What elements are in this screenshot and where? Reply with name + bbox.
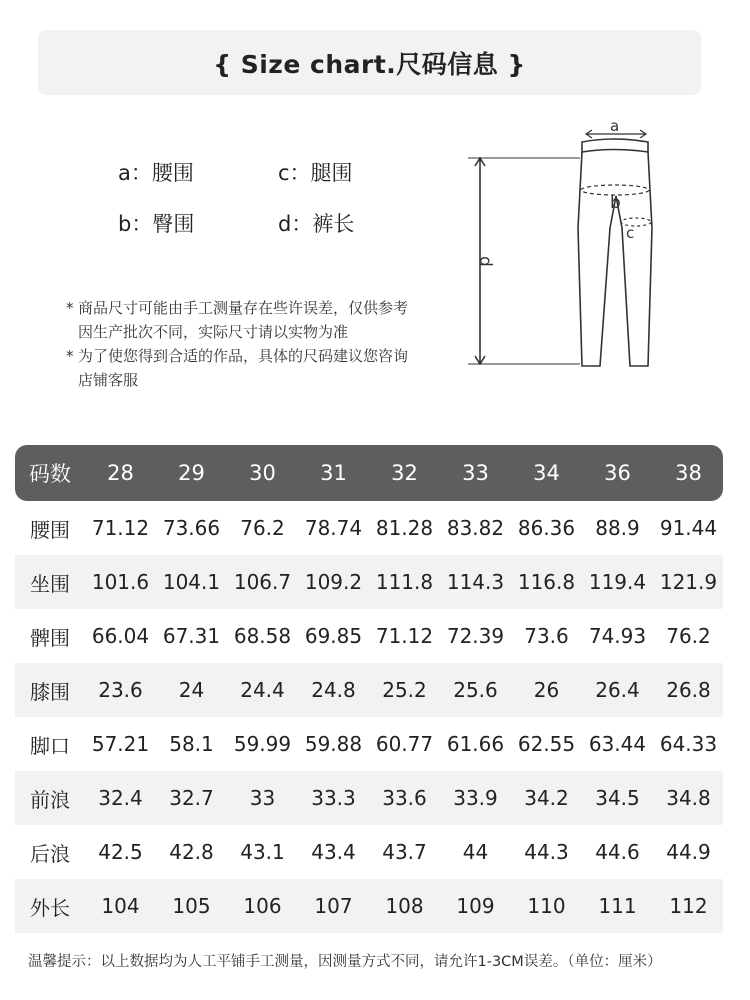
legend-label: 臀围 — [152, 212, 195, 236]
table-cell: 58.1 — [169, 732, 214, 756]
table-cell: 71.12 — [375, 624, 434, 648]
table-cell: 71.12 — [91, 516, 150, 540]
legend-label: 腰围 — [151, 161, 194, 185]
table-cell: 106.7 — [233, 570, 292, 594]
table-row — [15, 825, 723, 879]
table-cell: 25.6 — [453, 678, 498, 702]
pants-waistband — [582, 139, 648, 152]
table-cell: 112 — [669, 894, 708, 918]
table-cell: 83.82 — [446, 516, 505, 540]
figure-label-c: c — [626, 224, 635, 242]
header-label: 码数 — [29, 462, 71, 486]
row-label: 髀围 — [30, 625, 70, 650]
table-cell: 33.6 — [382, 786, 427, 810]
table-cell: 88.9 — [595, 516, 640, 540]
legend-sep: ： — [131, 212, 153, 236]
table-cell: 76.2 — [666, 624, 711, 648]
size-cell: 36 — [604, 461, 631, 485]
footer-note: 温馨提示：以上数据均为人工平铺手工测量，因测量方式不同，请允许1-3CM误差。（单位：厘米） — [28, 954, 662, 970]
row-label: 膝围 — [30, 679, 70, 704]
note-line: 商品尺寸可能由手工测量存在些许误差，仅供参考 — [78, 299, 409, 317]
table-row — [15, 555, 723, 609]
size-table — [15, 445, 723, 933]
legend-sep: ： — [291, 212, 313, 236]
table-cell: 44.6 — [595, 840, 640, 864]
size-cell: 28 — [107, 461, 134, 485]
legend-sep: ： — [289, 161, 311, 185]
table-row — [15, 771, 723, 825]
table-cell: 104.1 — [162, 570, 221, 594]
table-row — [15, 879, 723, 933]
size-cell: 34 — [533, 461, 560, 485]
table-cell: 33 — [249, 786, 276, 810]
note-item — [66, 296, 446, 344]
size-cell: 31 — [320, 461, 347, 485]
row-label: 坐围 — [30, 571, 70, 596]
table-cell: 32.7 — [169, 786, 214, 810]
table-cell: 86.36 — [517, 516, 576, 540]
table-cell: 42.5 — [98, 840, 143, 864]
figure-label-d: d — [475, 256, 495, 267]
table-cell: 110 — [527, 894, 566, 918]
table-cell: 24.8 — [311, 678, 356, 702]
table-cell: 57.21 — [91, 732, 150, 756]
table-cell: 33.3 — [311, 786, 356, 810]
figure-label-b: b — [610, 193, 621, 213]
legend-label: 裤长 — [312, 212, 355, 236]
legend-key: d — [278, 212, 292, 236]
table-cell: 119.4 — [588, 570, 647, 594]
row-label: 前浪 — [30, 787, 70, 812]
legend-key: c — [278, 161, 290, 185]
table-cell: 68.58 — [233, 624, 292, 648]
figure-label-a: a — [610, 118, 620, 135]
table-cell: 109.2 — [304, 570, 363, 594]
row-label: 外长 — [30, 895, 70, 920]
table-cell: 43.4 — [311, 840, 356, 864]
table-cell: 114.3 — [446, 570, 505, 594]
table-cell: 34.8 — [666, 786, 711, 810]
table-cell: 60.77 — [375, 732, 434, 756]
table-cell: 23.6 — [98, 678, 143, 702]
table-cell: 78.74 — [304, 516, 363, 540]
legend-item-a — [118, 157, 194, 187]
table-cell: 111 — [598, 894, 637, 918]
table-cell: 111.8 — [375, 570, 434, 594]
legend-item-d — [278, 208, 354, 238]
table-cell: 74.93 — [588, 624, 647, 648]
notes — [66, 296, 446, 392]
legend-label: 腿围 — [310, 161, 353, 185]
legend-key: a — [118, 161, 131, 185]
table-cell: 44.3 — [524, 840, 569, 864]
note-line: 店铺客服 — [78, 371, 139, 389]
legend-key: b — [118, 212, 132, 236]
row-label: 后浪 — [30, 841, 70, 866]
note-star: * — [66, 347, 74, 365]
table-cell: 67.31 — [162, 624, 221, 648]
table-cell: 24 — [178, 678, 205, 702]
pants-diagram — [460, 118, 700, 380]
table-row — [15, 609, 723, 663]
table-cell: 73.6 — [524, 624, 569, 648]
title-bar — [38, 30, 701, 95]
legend-item-b — [118, 208, 194, 238]
size-cell: 32 — [391, 461, 418, 485]
table-cell: 104 — [101, 894, 140, 918]
size-cell: 30 — [249, 461, 276, 485]
table-header-row — [15, 445, 723, 501]
table-cell: 43.7 — [382, 840, 427, 864]
table-cell: 106 — [243, 894, 282, 918]
size-cell: 33 — [462, 461, 489, 485]
table-cell: 73.66 — [162, 516, 221, 540]
note-item — [66, 344, 446, 392]
table-cell: 42.8 — [169, 840, 214, 864]
table-cell: 105 — [172, 894, 211, 918]
table-row — [15, 501, 723, 555]
table-cell: 26 — [533, 678, 560, 702]
table-cell: 116.8 — [517, 570, 576, 594]
page-title: { Size chart.尺码信息 } — [213, 49, 526, 79]
table-cell: 43.1 — [240, 840, 285, 864]
table-cell: 34.5 — [595, 786, 640, 810]
table-cell: 107 — [314, 894, 353, 918]
table-row — [15, 717, 723, 771]
table-cell: 44 — [462, 840, 489, 864]
table-cell: 72.39 — [446, 624, 505, 648]
table-cell: 69.85 — [304, 624, 363, 648]
legend-item-c — [278, 157, 353, 187]
table-cell: 25.2 — [382, 678, 427, 702]
table-body — [15, 501, 723, 933]
table-cell: 44.9 — [666, 840, 711, 864]
table-cell: 76.2 — [240, 516, 285, 540]
legend-sep: ： — [130, 161, 152, 185]
table-cell: 64.33 — [659, 732, 718, 756]
table-cell: 63.44 — [588, 732, 647, 756]
pants-outline — [578, 152, 652, 366]
table-cell: 101.6 — [91, 570, 150, 594]
table-cell: 26.8 — [666, 678, 711, 702]
table-cell: 62.55 — [517, 732, 576, 756]
table-cell: 108 — [385, 894, 424, 918]
table-cell: 66.04 — [91, 624, 150, 648]
note-line: 为了使您得到合适的作品，具体的尺码建议您咨询 — [78, 347, 409, 365]
table-cell: 26.4 — [595, 678, 640, 702]
table-row — [15, 663, 723, 717]
table-cell: 109 — [456, 894, 495, 918]
size-cell: 38 — [675, 461, 702, 485]
table-cell: 59.99 — [233, 732, 292, 756]
table-cell: 59.88 — [304, 732, 363, 756]
table-cell: 121.9 — [659, 570, 718, 594]
note-star: * — [66, 299, 74, 317]
table-cell: 61.66 — [446, 732, 505, 756]
table-cell: 81.28 — [375, 516, 434, 540]
table-cell: 91.44 — [659, 516, 718, 540]
table-cell: 34.2 — [524, 786, 569, 810]
row-label: 脚口 — [30, 733, 70, 758]
row-label: 腰围 — [30, 517, 70, 542]
table-cell: 24.4 — [240, 678, 285, 702]
size-cell: 29 — [178, 461, 205, 485]
note-line: 因生产批次不同，实际尺寸请以实物为准 — [78, 323, 349, 341]
table-cell: 32.4 — [98, 786, 143, 810]
table-cell: 33.9 — [453, 786, 498, 810]
